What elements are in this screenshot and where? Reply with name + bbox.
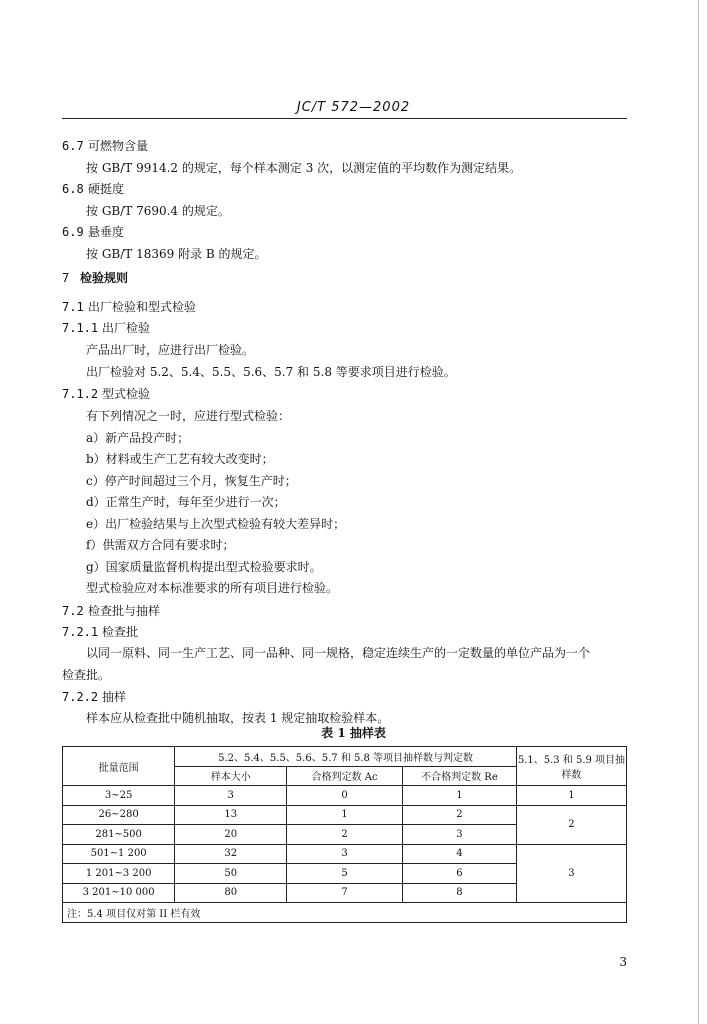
body-line: 型式检验应对本标准要求的所有项目进行检验。 bbox=[86, 581, 339, 595]
section-number: 7.2.2 bbox=[62, 690, 99, 704]
body-line: b）材料或生产工艺有较大改变时； bbox=[86, 452, 274, 466]
section-heading: 型式检验 bbox=[102, 387, 151, 401]
section-number: 6.8 bbox=[62, 182, 84, 196]
sampling-table bbox=[62, 746, 627, 923]
body-line: 出厂检验对 5.2、5.4、5.5、5.6、5.7 和 5.8 等要求项目进行检验。 bbox=[86, 365, 456, 379]
col-ac-header: 合格判定数 Ac bbox=[287, 766, 403, 786]
table-row: 281~500 20 2 3 bbox=[63, 825, 627, 845]
col-sample-header: 样本大小 bbox=[175, 766, 287, 786]
last-col-cell: 3 bbox=[516, 844, 626, 903]
section-heading: 检查批 bbox=[102, 625, 139, 639]
section-number: 7.1.1 bbox=[62, 321, 99, 335]
body-line: e）出厂检验结果与上次型式检验有较大差异时； bbox=[86, 517, 346, 531]
section-heading: 可燃物含量 bbox=[88, 139, 149, 153]
body-line: 以同一原料、同一生产工艺、同一品种、同一规格，稳定连续生产的一定数量的单位产品为一个 bbox=[86, 646, 591, 660]
section-heading: 检验规则 bbox=[80, 271, 129, 285]
standard-code: JC/T 572—2002 bbox=[296, 100, 411, 115]
section-number: 7 bbox=[62, 271, 70, 285]
table-row: 501~1 200 32 3 4 3 bbox=[63, 844, 627, 864]
col-batch-header: 批量范围 bbox=[63, 747, 175, 786]
body-line: 检查批。 bbox=[62, 668, 111, 682]
body-line: c）停产时间超过三个月，恢复生产时； bbox=[86, 474, 297, 488]
section-heading: 硬挺度 bbox=[88, 182, 125, 196]
section-heading: 检查批与抽样 bbox=[88, 604, 161, 618]
body-line: 有下列情况之一时，应进行型式检验： bbox=[86, 409, 291, 423]
last-col-cell: 1 bbox=[516, 786, 626, 806]
section-number: 7.2 bbox=[62, 604, 84, 618]
section-number: 7.1 bbox=[62, 300, 84, 314]
section-heading: 悬垂度 bbox=[88, 225, 125, 239]
body-line: g）国家质量监督机构提出型式检验要求时。 bbox=[86, 560, 322, 574]
table-row: 1 201~3 200 50 5 6 bbox=[63, 864, 627, 884]
section-heading: 出厂检验 bbox=[102, 321, 151, 335]
table-row: 26~280 13 1 2 2 bbox=[63, 805, 627, 825]
table-row: 3~25 3 0 1 1 bbox=[63, 786, 627, 806]
table-row: 3 201~10 000 80 7 8 bbox=[63, 883, 627, 903]
section-number: 7.2.1 bbox=[62, 625, 99, 639]
table-title: 表 1 抽样表 bbox=[321, 726, 386, 740]
col-last-header: 5.1、5.3 和 5.9 项目抽样数 bbox=[516, 747, 626, 786]
body-line: 按 GB/T 18369 附录 B 的规定。 bbox=[86, 247, 267, 261]
col-re-header: 不合格判定数 Re bbox=[403, 766, 517, 786]
body-line: 按 GB/T 9914.2 的规定，每个样本测定 3 次，以测定值的平均数作为测定结果。 bbox=[86, 161, 522, 175]
last-col-cell: 2 bbox=[516, 805, 626, 844]
body-line: 样本应从检查批中随机抽取，按表 1 规定抽取检验样本。 bbox=[86, 711, 390, 725]
scan-edge bbox=[698, 0, 699, 1024]
group-header: 5.2、5.4、5.5、5.6、5.7 和 5.8 等项目抽样数与判定数 bbox=[175, 747, 517, 767]
body-line: d）正常生产时，每年至少进行一次； bbox=[86, 495, 286, 509]
section-number: 7.1.2 bbox=[62, 387, 99, 401]
page-number: 3 bbox=[619, 955, 627, 969]
section-heading: 抽样 bbox=[102, 690, 127, 704]
section-heading: 出厂检验和型式检验 bbox=[88, 300, 197, 314]
body-line: 按 GB/T 7690.4 的规定。 bbox=[86, 204, 230, 218]
body-line: f）供需双方合同有要求时； bbox=[86, 538, 235, 552]
section-number: 6.7 bbox=[62, 139, 84, 153]
body-line: 产品出厂时，应进行出厂检验。 bbox=[86, 343, 255, 357]
table-note: 注：5.4 项目仅对第 II 栏有效 bbox=[63, 903, 627, 923]
section-number: 6.9 bbox=[62, 225, 84, 239]
body-line: a）新产品投产时； bbox=[86, 431, 190, 445]
header-rule bbox=[62, 118, 627, 119]
